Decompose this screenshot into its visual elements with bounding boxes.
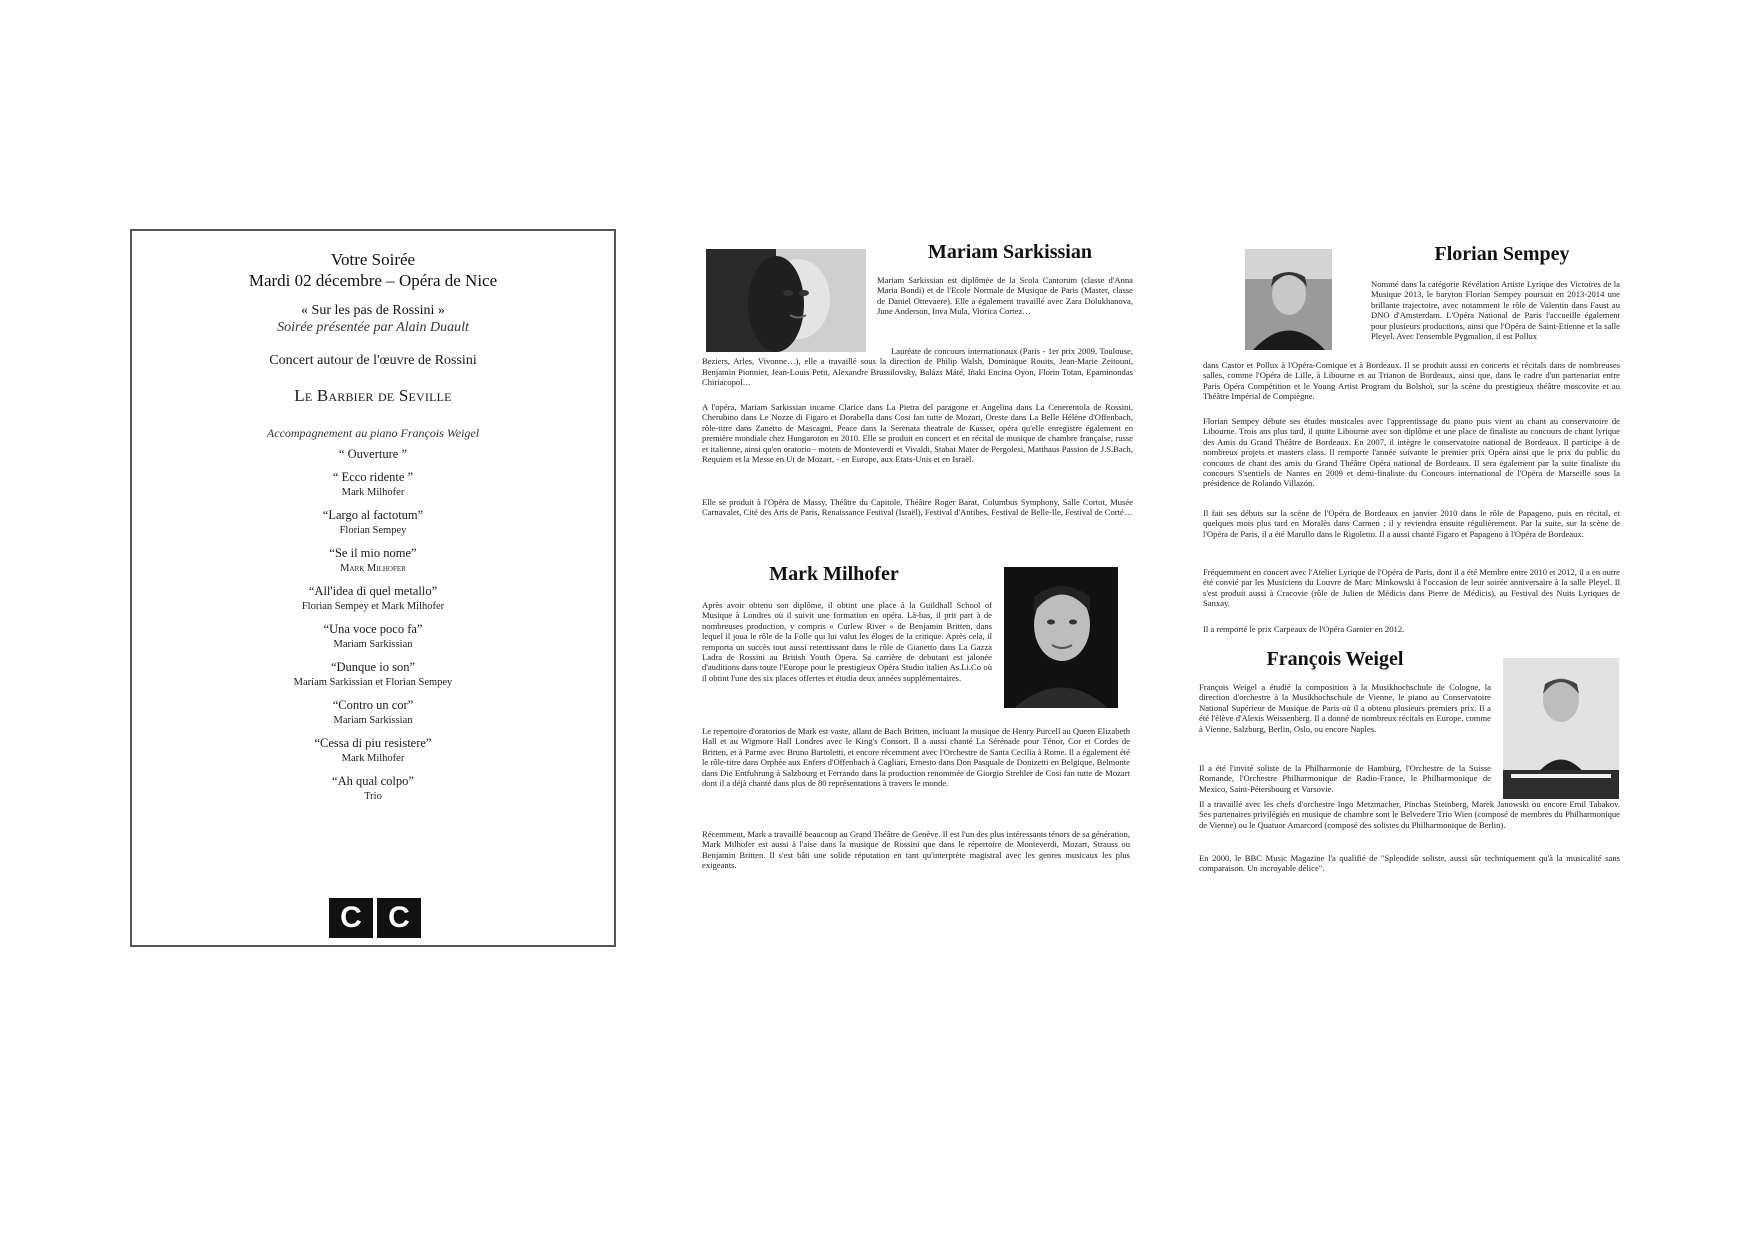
milhofer-paragraph: Le repertoire d'oratorios de Mark est vaste, allant de Bach Britten, incluant la musique de Henry Purcell au Queen Elizabeth Hall et au Wigmore Hall Londres avec le King's Consort. Il a aussi chanté La Sérénade pour Ténor, Cor et Cordes de Britten, et à Parme avec Bruno Bartoletti, et encore récemment avec l'Orchestre de Santa Cecilia à Rome. Il a également été le rôle-titre dans Orphée aux Enfers d'Offenbach à Cagliari, Ernesto dans Don Pasquale de Donizetti en Belgique, Belmonte dans Die Entfuhrung à Salzbourg et Ferrando dans la production renommée de Giorgio Strehler de Cosi fan tutte de Mozart dont il a déjà chanté dans plus de 80 représentations à travers le monde.: [702, 726, 1130, 789]
sarkissian-photo: [706, 249, 866, 352]
milhofer-name: Mark Milhofer: [769, 563, 899, 585]
weigel-photo: [1503, 658, 1619, 799]
program-concert: Concert autour de l'œuvre de Rossini: [269, 353, 477, 368]
piece-performers: Mariam Sarkissian: [333, 715, 413, 726]
program-piece: [132, 584, 614, 614]
program-panel: [130, 229, 616, 947]
program-piece: [132, 660, 614, 690]
program-heading: Votre Soirée: [330, 250, 416, 269]
sempey-intro-continued: dans Castor et Pollux à l'Opéra-Comique et à Bordeaux. Il se produit aussi en concerts et récitals dans de nombreuses salles, comme l'Opéra de Lille, à Libourne et au Trianon de Bordeaux, ainsi que, dans le cadre d'un partenariat entre Paris Opéra Compétition et le Young Artist Program du Bolshoï, sur la scène du prestigieux théâtre moscovite et au Théâtre Impérial de Compiègne.: [1203, 360, 1620, 402]
sarkissian-paragraph: Elle se produit à l'Opéra de Massy, Théâtre du Capitole, Théâtre Roger Barat, Columbus Symphony, Salle Cortot, Musée Carnavalet, Cité des Arts de Paris, Renaissance Festival (Israël), Festival d'Antibes, Festival de Belle-Ile, Festival de Corté…: [702, 497, 1133, 518]
program-piece: [132, 508, 614, 538]
piece-performers: Mariam Sarkissian et Florian Sempey: [293, 677, 453, 688]
logo-letter: C: [377, 898, 421, 938]
program-piece: [132, 622, 614, 652]
piece-title: “Cessa di piu resistere”: [314, 736, 432, 750]
program-piece: [132, 698, 614, 728]
piece-performers: Mark Milhofer: [341, 753, 405, 764]
sarkissian-paragraph: Lauréate de concours internationaux (Paris - 1er prix 2009, Toulouse, Beziers, Arles, Vivonne…), elle a travaillé sous la direction de Philip Walsh, Dominique Rouits, Jean-Marie Zeitouni, Benjamin Pionnier, Jean-Louis Petit, Alexandre Brussilovsky, Balázs Máté, Iñaki Encina Oyon, Florin Totan, Epaminondas Chiriacopol…: [702, 346, 1133, 388]
weigel-paragraph: En 2000, le BBC Music Magazine l'a qualifié de "Splendide soliste, aussi sûr techniquement qu'à la musicalité sans comparaison. Un incroyable délice".: [1199, 853, 1620, 874]
piece-title: “Dunque io son”: [330, 660, 415, 674]
sarkissian-name: Mariam Sarkissian: [928, 241, 1092, 263]
piece-title: “Contro un cor”: [332, 698, 414, 712]
sempey-photo: [1245, 249, 1332, 350]
logo-letter: C: [329, 898, 373, 938]
piece-title: “Ah qual colpo”: [332, 774, 414, 788]
piece-performers: Mark Milhofer: [341, 487, 405, 498]
piece-title: “Se il mio nome”: [329, 546, 417, 560]
milhofer-paragraph: Après avoir obtenu son diplôme, il obtint une place à la Guildhall School of Musique à Londres où il suivit une formation en opéra. Là-bas, il prit part à de nombreuses production, y compris « Curlew River » de Benjamin Britten, dans lequel il joua le rôle de la Folle qui lui valut les éloges de la critique. Après cela, il remporta un succès tout aussi retentissant dans le rôle de Gianetto dans La Gazza Ladra de Rossini au British Youth Opera. Sa carrière de debutant est jalonée d'auditions dans toute l'Europe pour le prestigieux Opéra Studio italien As.Li.Co où il obtint l'une des six places offertes et étudia deux années supplémentaires.: [702, 600, 992, 683]
sempey-name: Florian Sempey: [1434, 243, 1570, 265]
program-subtitle: Soirée présentée par Alain Duault: [277, 320, 469, 335]
sempey-paragraph: Fréquemment en concert avec l'Atelier Lyrique de l'Opéra de Paris, dont il a été Membre entre 2010 et 2012, il a en outre été convié par les Musiciens du Louvre de Marc Minkowski à l'occasion de leur soirée anniversaire à la salle Pleyel. Il s'est produit aussi à Cracovie (rôle de Julien de Médicis dans Pierre de Médicis), au Festival des Nuits Lyriques de Sanxay.: [1203, 567, 1620, 609]
weigel-paragraph: François Weigel a étudié la composition à la Musikhochschule de Cologne, la direction d'orchestre à la Musikhochschule de Vienne, le piano au Conservatoire National Supérieur de Musique de Paris où il a obtenu plusieurs premiers prix. Il a été l'élève d'Alexis Weissenberg. Il a donné de nombreux récitals en Europe, comme à Vienne, Salzburg, Berlin, Oslo, ou encore Naples.: [1199, 682, 1491, 734]
sarkissian-paragraph: A l'opéra, Mariam Sarkissian incarne Clarice dans La Pietra del paragone et Angelina dans La Cenerentola de Rossini, Cherubino dans Le Nozze di Figaro et Dorabella dans Cosi fan tutte de Mozart, Oreste dans La Belle Hélène d'Offenbach, rôle-titre dans Zanetto de Mascagni, Peace dans la Serenata theatrale de Kusser, opéra qu'elle enregistre également en première mondiale chez Hungaroton en 2010. Elle se produit en concert et en récital de musique de chambre française, russe et italienne, ainsi qu'en oratorio - motets de Monteverdi et Vivaldi, Stabat Mater de Pergolesi, Matthaus Passion de J.S.Bach, Requiem et la Messe en Ut de Mozart, - en Europe, aux Etats-Unis et en Israël.: [702, 402, 1133, 465]
piece-title: “All'idea di quel metallo”: [308, 584, 438, 598]
sempey-paragraph: Il fait ses débuts sur la scène de l'Opéra de Bordeaux en janvier 2010 dans le rôle de Papageno, puis en récital, et quelques mois plus tard en Moralès dans Carmen ; il y reviendra ensuite régulièrement. Par la suite, sur la scène de l'Opéra de Paris, il a été Marullo dans le Rigoletto. Il a aussi chanté Figaro et Papageno à l'Opéra de Bordeaux.: [1203, 508, 1620, 539]
piece-title: “Una voce poco fa”: [323, 622, 423, 636]
weigel-paragraph: Il a travaillé avec les chefs d'orchestre Ingo Metzmacher, Pinchas Steinberg, Marek Janowski ou encore Emil Tabakov. Ses partenaires privilégiés en musique de chambre sont le Belvedere Trio Wien (composé de membres du Philharmonique de Vienne) ou le Quatuor Amarcord (composé des solistes du Philharmonique de Berlin).: [1199, 799, 1620, 830]
sponsor-logo: [327, 898, 423, 938]
piece-title: “ Ouverture ”: [338, 447, 408, 461]
sempey-paragraph: Il a remporté le prix Carpeaux de l'Opéra Garnier en 2012.: [1203, 624, 1405, 634]
piece-title: “ Ecco ridente ”: [332, 470, 414, 484]
sarkissian-intro: Mariam Sarkissian est diplômée de la Scola Cantorum (classe d'Anna Maria Bondi) et de l'Ecole Normale de Musique de Paris (Master, classe de Daniel Ottevaere). Elle a également travaillé avec Zara Dolukhanova, June Anderson, Inva Mula, Viorica Cortez…: [877, 275, 1133, 317]
program-title: « Sur les pas de Rossini »: [301, 303, 445, 318]
sempey-paragraph: Florian Sempey débute ses études musicales avec l'apprentissage du piano puis vient au chant au conservatoire de Libourne. Trois ans plus tard, il quitte Libourne avec son diplôme et une place de finaliste au concours de chant lyrique des Amis du Grand Théâtre de Bordeaux. En 2007, il intègre le conservatoire national de Bordeaux. Il participe à de nombreux projets et masters class. Il remporte l'année suivante le premier prix Opéra ainsi que le prix du public du concours de chant des amis du Grand Théâtre Opéra national de Bordeaux. Il sera également par la suite finaliste du concours S'sentiels de Nantes en 2009 et demi-finaliste du Concours international de l'Opéra de Marseille sous la présidence de Rolando Villazón.: [1203, 416, 1620, 489]
program-date-venue: Mardi 02 décembre – Opéra de Nice: [248, 271, 498, 290]
program-piece: [132, 447, 614, 462]
weigel-paragraph: Il a été l'invité soliste de la Philharmonie de Hamburg, l'Orchestre de la Suisse Romande, l'Orchestre Philharmonique de Radio-France, le Philharmonique de Mexico, Saint-Pétersbourg et Varsovie.: [1199, 763, 1491, 794]
piece-performers: Florian Sempey: [339, 525, 407, 536]
weigel-name: François Weigel: [1266, 648, 1404, 670]
program-piece: [132, 470, 614, 500]
piece-performers: Mark Milhofer: [340, 563, 406, 574]
program-piece: [132, 546, 614, 576]
piece-performers: Trio: [364, 791, 382, 802]
program-piece: [132, 774, 614, 804]
milhofer-photo: [1004, 567, 1118, 708]
sempey-intro: Nommé dans la catégorie Révélation Artiste Lyrique des Victoires de la Musique 2013, le baryton Florian Sempey poursuit en 2013-2014 une brillante trajectoire, avec notamment le rôle de Valentin dans Faust au DNO d'Amsterdam. L'Opéra National de Paris l'accueille également pour plusieurs productions, ainsi que l'Opéra de Saint-Etienne et la salle Pleyel. Avec l'ensemble Pygmalion, il est Pollux: [1371, 279, 1620, 342]
piece-performers: Mariam Sarkissian: [333, 639, 413, 650]
program-opera-title: Le Barbier de Seville: [294, 386, 452, 405]
program-piece: [132, 736, 614, 766]
piece-performers: Florian Sempey et Mark Milhofer: [301, 601, 445, 612]
milhofer-paragraph: Récemment, Mark a travaillé beaucoup au Grand Théâtre de Genève. Il est l'un des plus intéressants ténors de sa génération, Mark Milhofer est aussi à l'aise dans la musique de Rossini que dans le répertoire de Monteverdi, Mozart, Strauss ou Benjamin Britten. Il s'est bâti une solide réputation en tant qu'interprète magistral avec les genres musicaux les plus exigeants.: [702, 829, 1130, 871]
program-accompaniment: Accompagnement au piano François Weigel: [266, 426, 480, 440]
piece-title: “Largo al factotum”: [322, 508, 424, 522]
